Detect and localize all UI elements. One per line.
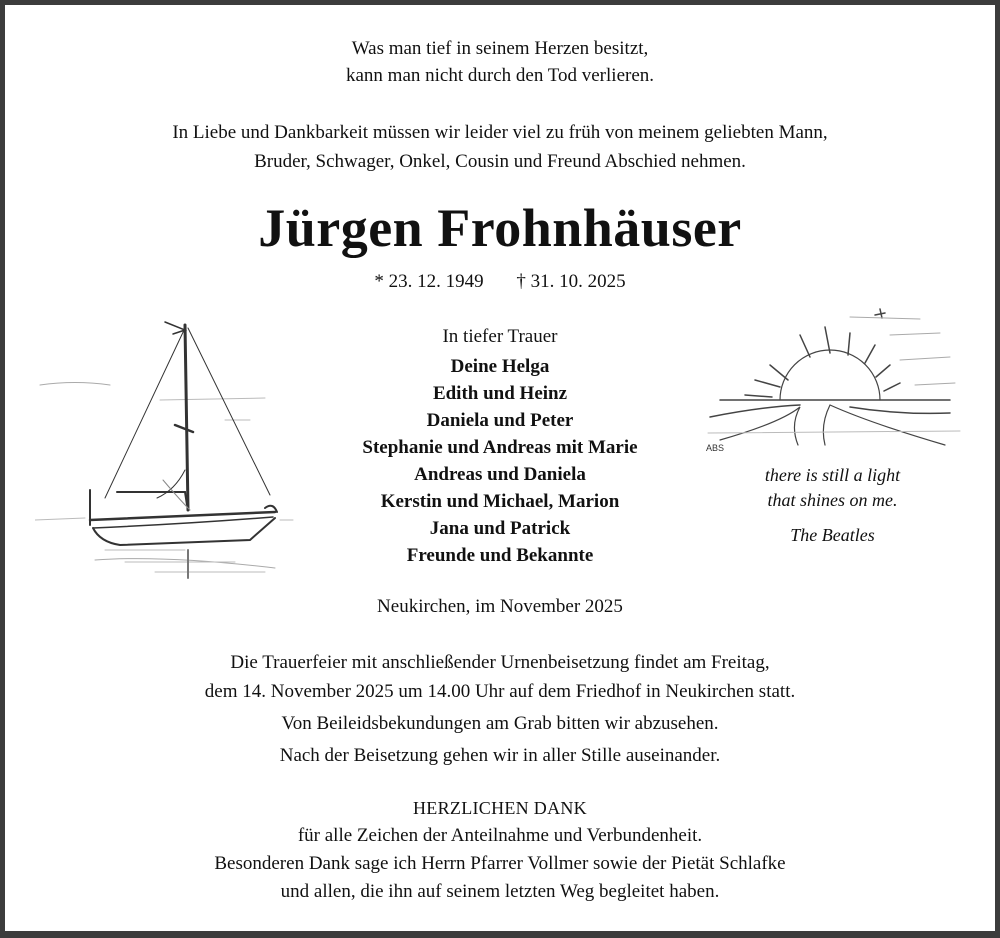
- quote-line: kann man nicht durch den Tod verlieren.: [345, 65, 655, 86]
- mourner: Kerstin und Michael, Marion: [380, 491, 620, 512]
- death-date: † 31. 10. 2025: [516, 271, 626, 292]
- mourning-label: In tiefer Trauer: [442, 326, 558, 347]
- service-line: dem 14. November 2025 um 14.00 Uhr auf dem Friedhof in Neukirchen statt.: [204, 681, 796, 702]
- service-info: [5, 648, 995, 770]
- mourner: Deine Helga: [450, 356, 550, 377]
- service-line: Die Trauerfeier mit anschließender Urnenbeisetzung findet am Freitag,: [230, 652, 770, 673]
- thanks-title: HERZLICHEN DANK: [413, 798, 587, 818]
- lyric-line: that shines on me.: [767, 490, 898, 510]
- thanks-line: für alle Zeichen der Anteilnahme und Verbundenheit.: [297, 825, 703, 846]
- thanks-text: [5, 822, 995, 906]
- mourner: Stephanie und Andreas mit Marie: [362, 437, 638, 458]
- mourner: Jana und Patrick: [429, 518, 571, 539]
- service-line: Von Beileidsbekundungen am Grab bitten wir abzusehen.: [281, 713, 719, 734]
- quote-line: Was man tief in seinem Herzen besitzt,: [351, 38, 649, 59]
- intro-text: [5, 118, 995, 176]
- life-dates: [5, 267, 995, 297]
- thanks-line: und allen, die ihn auf seinem letzten Weg begleitet haben.: [280, 881, 720, 902]
- mourner: Andreas und Daniela: [414, 464, 586, 485]
- place-date: Neukirchen, im November 2025: [377, 596, 623, 617]
- mourner: Edith und Heinz: [432, 383, 568, 404]
- mourner: Daniela und Peter: [426, 410, 574, 431]
- deceased-name: Jürgen Frohnhäuser: [258, 198, 742, 258]
- birth-date: * 23. 12. 1949: [374, 271, 484, 292]
- obituary-notice: [5, 5, 995, 931]
- lyric-line: there is still a light: [764, 465, 901, 485]
- mourners-list: [5, 353, 995, 569]
- intro-line: In Liebe und Dankbarkeit müssen wir leider viel zu früh von meinem geliebten Mann,: [172, 122, 828, 143]
- thanks-line: Besonderen Dank sage ich Herrn Pfarrer Vollmer sowie der Pietät Schlafke: [214, 853, 786, 874]
- service-line: Nach der Beisetzung gehen wir in aller Stille auseinander.: [279, 745, 721, 766]
- lyric-attribution: The Beatles: [790, 525, 875, 545]
- intro-line: Bruder, Schwager, Onkel, Cousin und Freund Abschied nehmen.: [254, 151, 746, 172]
- artist-signature: ABS: [706, 443, 725, 453]
- mourner: Freunde und Bekannte: [406, 545, 594, 566]
- opening-quote: [5, 35, 995, 89]
